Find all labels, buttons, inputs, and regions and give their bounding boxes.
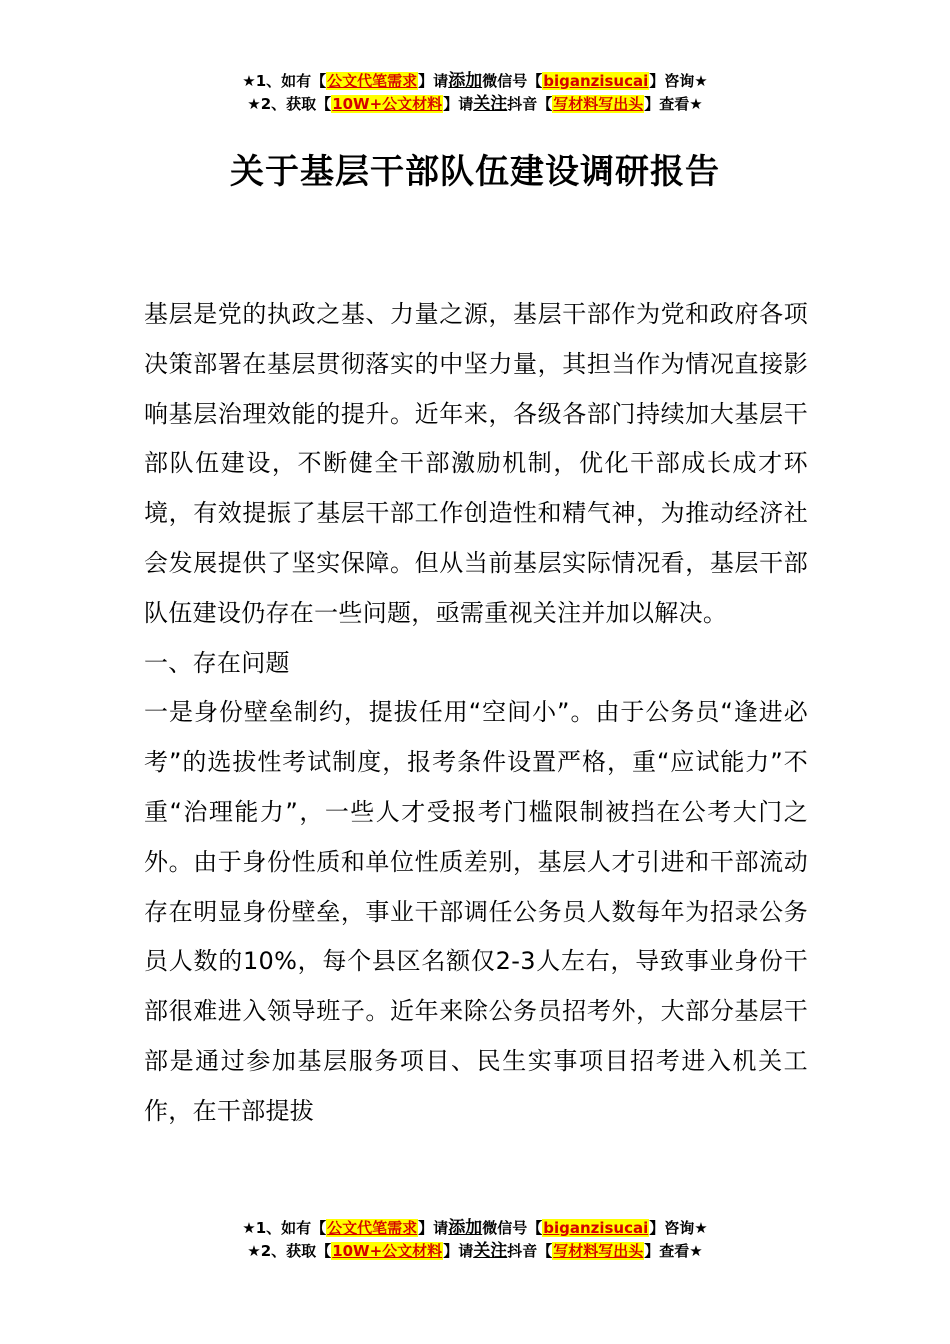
promo-text: ★1、如有【 [242, 1219, 327, 1237]
promo-highlight: 公文代笔需求 [327, 72, 418, 90]
promo-text: 微信号【 [482, 72, 543, 90]
promo-text: 抖音【 [507, 1242, 553, 1260]
promo-emphasis: 添加 [448, 71, 483, 91]
body-paragraph: 一是身份壁垒制约，提拔任用“空间小”。由于公务员“逢进必考”的选拔性考试制度，报考条件设置严格，重“应试能力”不重“治理能力”，一些人才受报考门槛限制被挡在公考大门之外。由于身份性质和单位性质差别，基层人才引进和干部流动存在明显身份壁垒，事业干部调任公务员人数每年为招录公务员人数的10%，每个县区名额仅2-3人左右，导致事业身份干部很难进入领导班子。近年来除公务员招考外，大部分基层干部是通过参加基层服务项目、民生实事项目招考进入机关工作，在干部提拔 [144, 698, 808, 1125]
promo-text: 抖音【 [507, 95, 553, 113]
promo-emphasis: 添加 [448, 1218, 483, 1238]
promo-wechat-id: biganzisucai [543, 1219, 649, 1237]
promo-text: 】咨询★ [649, 1219, 708, 1237]
promo-highlight: 公文代笔需求 [327, 1219, 418, 1237]
promo-line-2 [0, 93, 950, 116]
promo-text: 】请 [443, 1242, 474, 1260]
section-heading: 一、存在问题 [144, 648, 290, 677]
promo-highlight: 10W+公文材料 [332, 95, 443, 113]
promo-text: 】请 [418, 72, 449, 90]
promo-text: ★1、如有【 [242, 72, 327, 90]
promo-text: 】请 [443, 95, 474, 113]
promo-line-2 [0, 1240, 950, 1263]
promo-line-1 [0, 70, 950, 93]
intro-paragraph: 基层是党的执政之基、力量之源，基层干部作为党和政府各项决策部署在基层贯彻落实的中坚力量，其担当作为情况直接影响基层治理效能的提升。近年来，各级各部门持续加大基层干部队伍建设，不断健全干部激励机制，优化干部成长成才环境，有效提振了基层干部工作创造性和精气神，为推动经济社会发展提供了坚实保障。但从当前基层实际情况看，基层干部队伍建设仍存在一些问题，亟需重视关注并加以解决。 [144, 300, 808, 627]
promo-text: ★2、获取【 [247, 95, 332, 113]
promo-text: 】请 [418, 1219, 449, 1237]
promo-text: 】查看★ [644, 95, 703, 113]
promo-text: 微信号【 [482, 1219, 543, 1237]
document-body [144, 290, 808, 1137]
promo-banner-top [0, 70, 950, 116]
promo-line-1 [0, 1217, 950, 1240]
promo-emphasis: 关注 [473, 94, 508, 114]
promo-emphasis: 关注 [473, 1241, 508, 1261]
promo-text: 】咨询★ [649, 72, 708, 90]
promo-wechat-id: biganzisucai [543, 72, 649, 90]
document-title: 关于基层干部队伍建设调研报告 [230, 152, 720, 192]
promo-text: 】查看★ [644, 1242, 703, 1260]
promo-text: ★2、获取【 [247, 1242, 332, 1260]
promo-douyin-id: 写材料写出头 [553, 95, 644, 113]
promo-banner-bottom [0, 1217, 950, 1263]
promo-douyin-id: 写材料写出头 [553, 1242, 644, 1260]
promo-highlight: 10W+公文材料 [332, 1242, 443, 1260]
